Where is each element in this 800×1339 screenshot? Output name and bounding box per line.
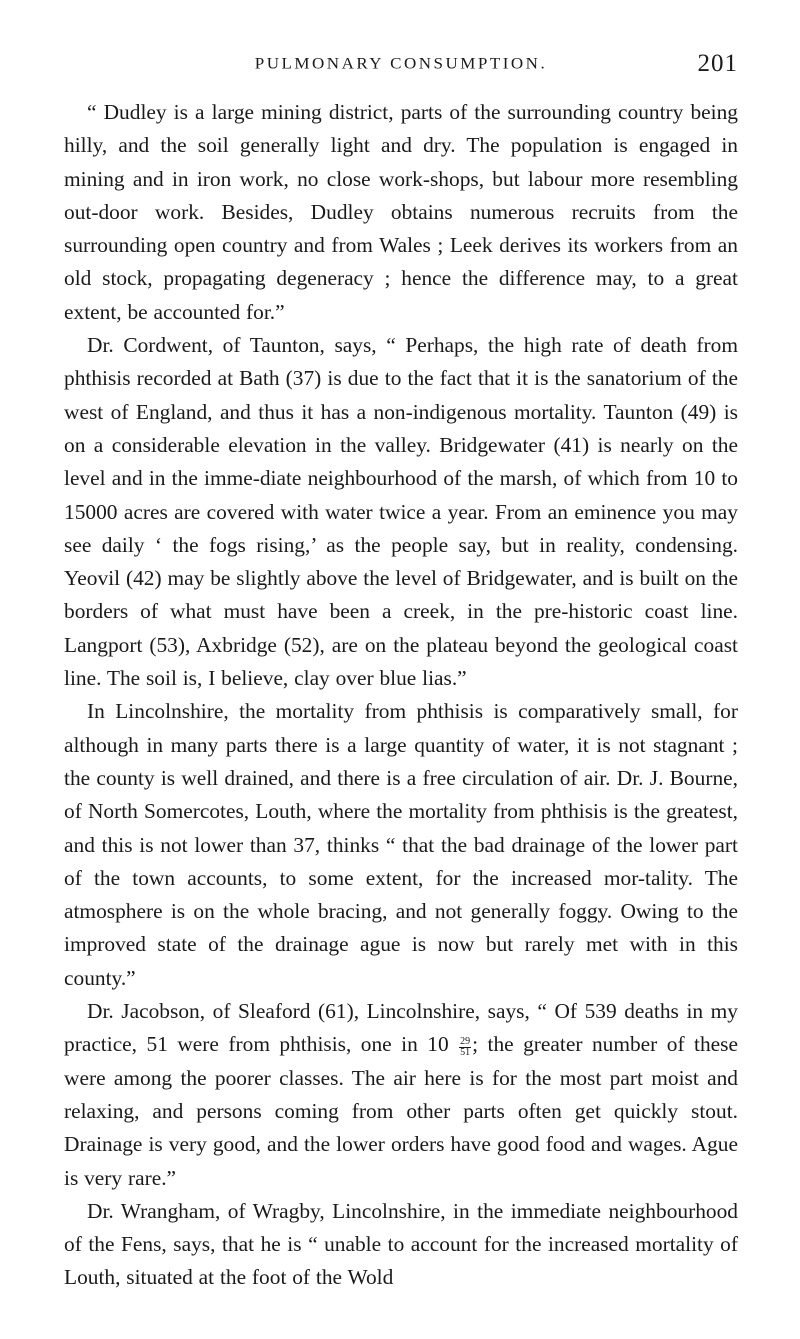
paragraph-lincolnshire: In Lincolnshire, the mortality from phthisis is comparatively small, for although in many parts there is a large quantity of water, it is not stagnant ; the county is well drained, and there is a free circulation of air. Dr. J. Bourne, of North Somercotes, Louth, where the mortality from phthisis is the greatest, and this is not lower than 37, thinks “ that the bad drainage of the lower part of the town accounts, to some extent, for the increased mor-tality. The atmosphere is on the whole bracing, and not generally foggy. Owing to the improved state of the drainage ague is now but rarely met with in this county.”: [64, 699, 738, 990]
page-number: 201: [697, 50, 738, 77]
paragraph-cordwent: Dr. Cordwent, of Taunton, says, “ Perhaps, the high rate of death from phthisis recorded at Bath (37) is due to the fact that it is the sanatorium of the west of England, and thus it has a non-indigenous mortality. Taunton (49) is on a considerable elevation in the valley. Bridgewater (41) is nearly on the level and in the imme-diate neighbourhood of the marsh, of which from 10 to 15000 acres are covered with water twice a year. From an eminence you may see daily ‘ the fogs rising,’ as the people say, but in reality, condensing. Yeovil (42) may be slightly above the level of Bridgewater, and is built on the borders of what must have been a creek, in the pre-historic coast line. Langport (53), Axbridge (52), are on the plateau beyond the geological coast line. The soil is, I believe, clay over blue lias.”: [64, 333, 738, 691]
fraction-denominator: 51: [460, 1047, 471, 1059]
paragraph-dudley: “ Dudley is a large mining district, parts of the surrounding country being hilly, and the soil generally light and dry. The population is engaged in mining and in iron work, no close work-shops, but labour more resembling out-door work. Besides, Dudley obtains numerous recruits from the surrounding open country and from Wales ; Leek derives its workers from an old stock, propagating degeneracy ; hence the difference may, to a great extent, be accounted for.”: [64, 100, 738, 324]
page-header: [64, 50, 738, 84]
jacobson-text-after: ; the greater number of these were among the poorer classes. The air here is for the most part moist and relaxing, and persons coming from other parts often get quickly stout. Drainage is very good, and the lower orders have good food and wages. Ague is very rare.”: [64, 1032, 738, 1190]
jacobson-text-before: Dr. Jacobson, of Sleaford (61), Lincolnshire, says, “ Of 539 deaths in my practice, 51 were from phthisis, one in 10: [64, 999, 738, 1057]
paragraph-wrangham: Dr. Wrangham, of Wragby, Lincolnshire, in the immediate neighbourhood of the Fens, says, that he is “ unable to account for the increased mortality of Louth, situated at the foot of the Wold: [64, 1198, 738, 1290]
body-text: [64, 96, 738, 1295]
paragraph-jacobson: [64, 995, 738, 1195]
running-title: PULMONARY CONSUMPTION.: [254, 55, 548, 73]
fraction-numerator: 29: [460, 1036, 471, 1048]
fraction: [459, 1037, 471, 1058]
